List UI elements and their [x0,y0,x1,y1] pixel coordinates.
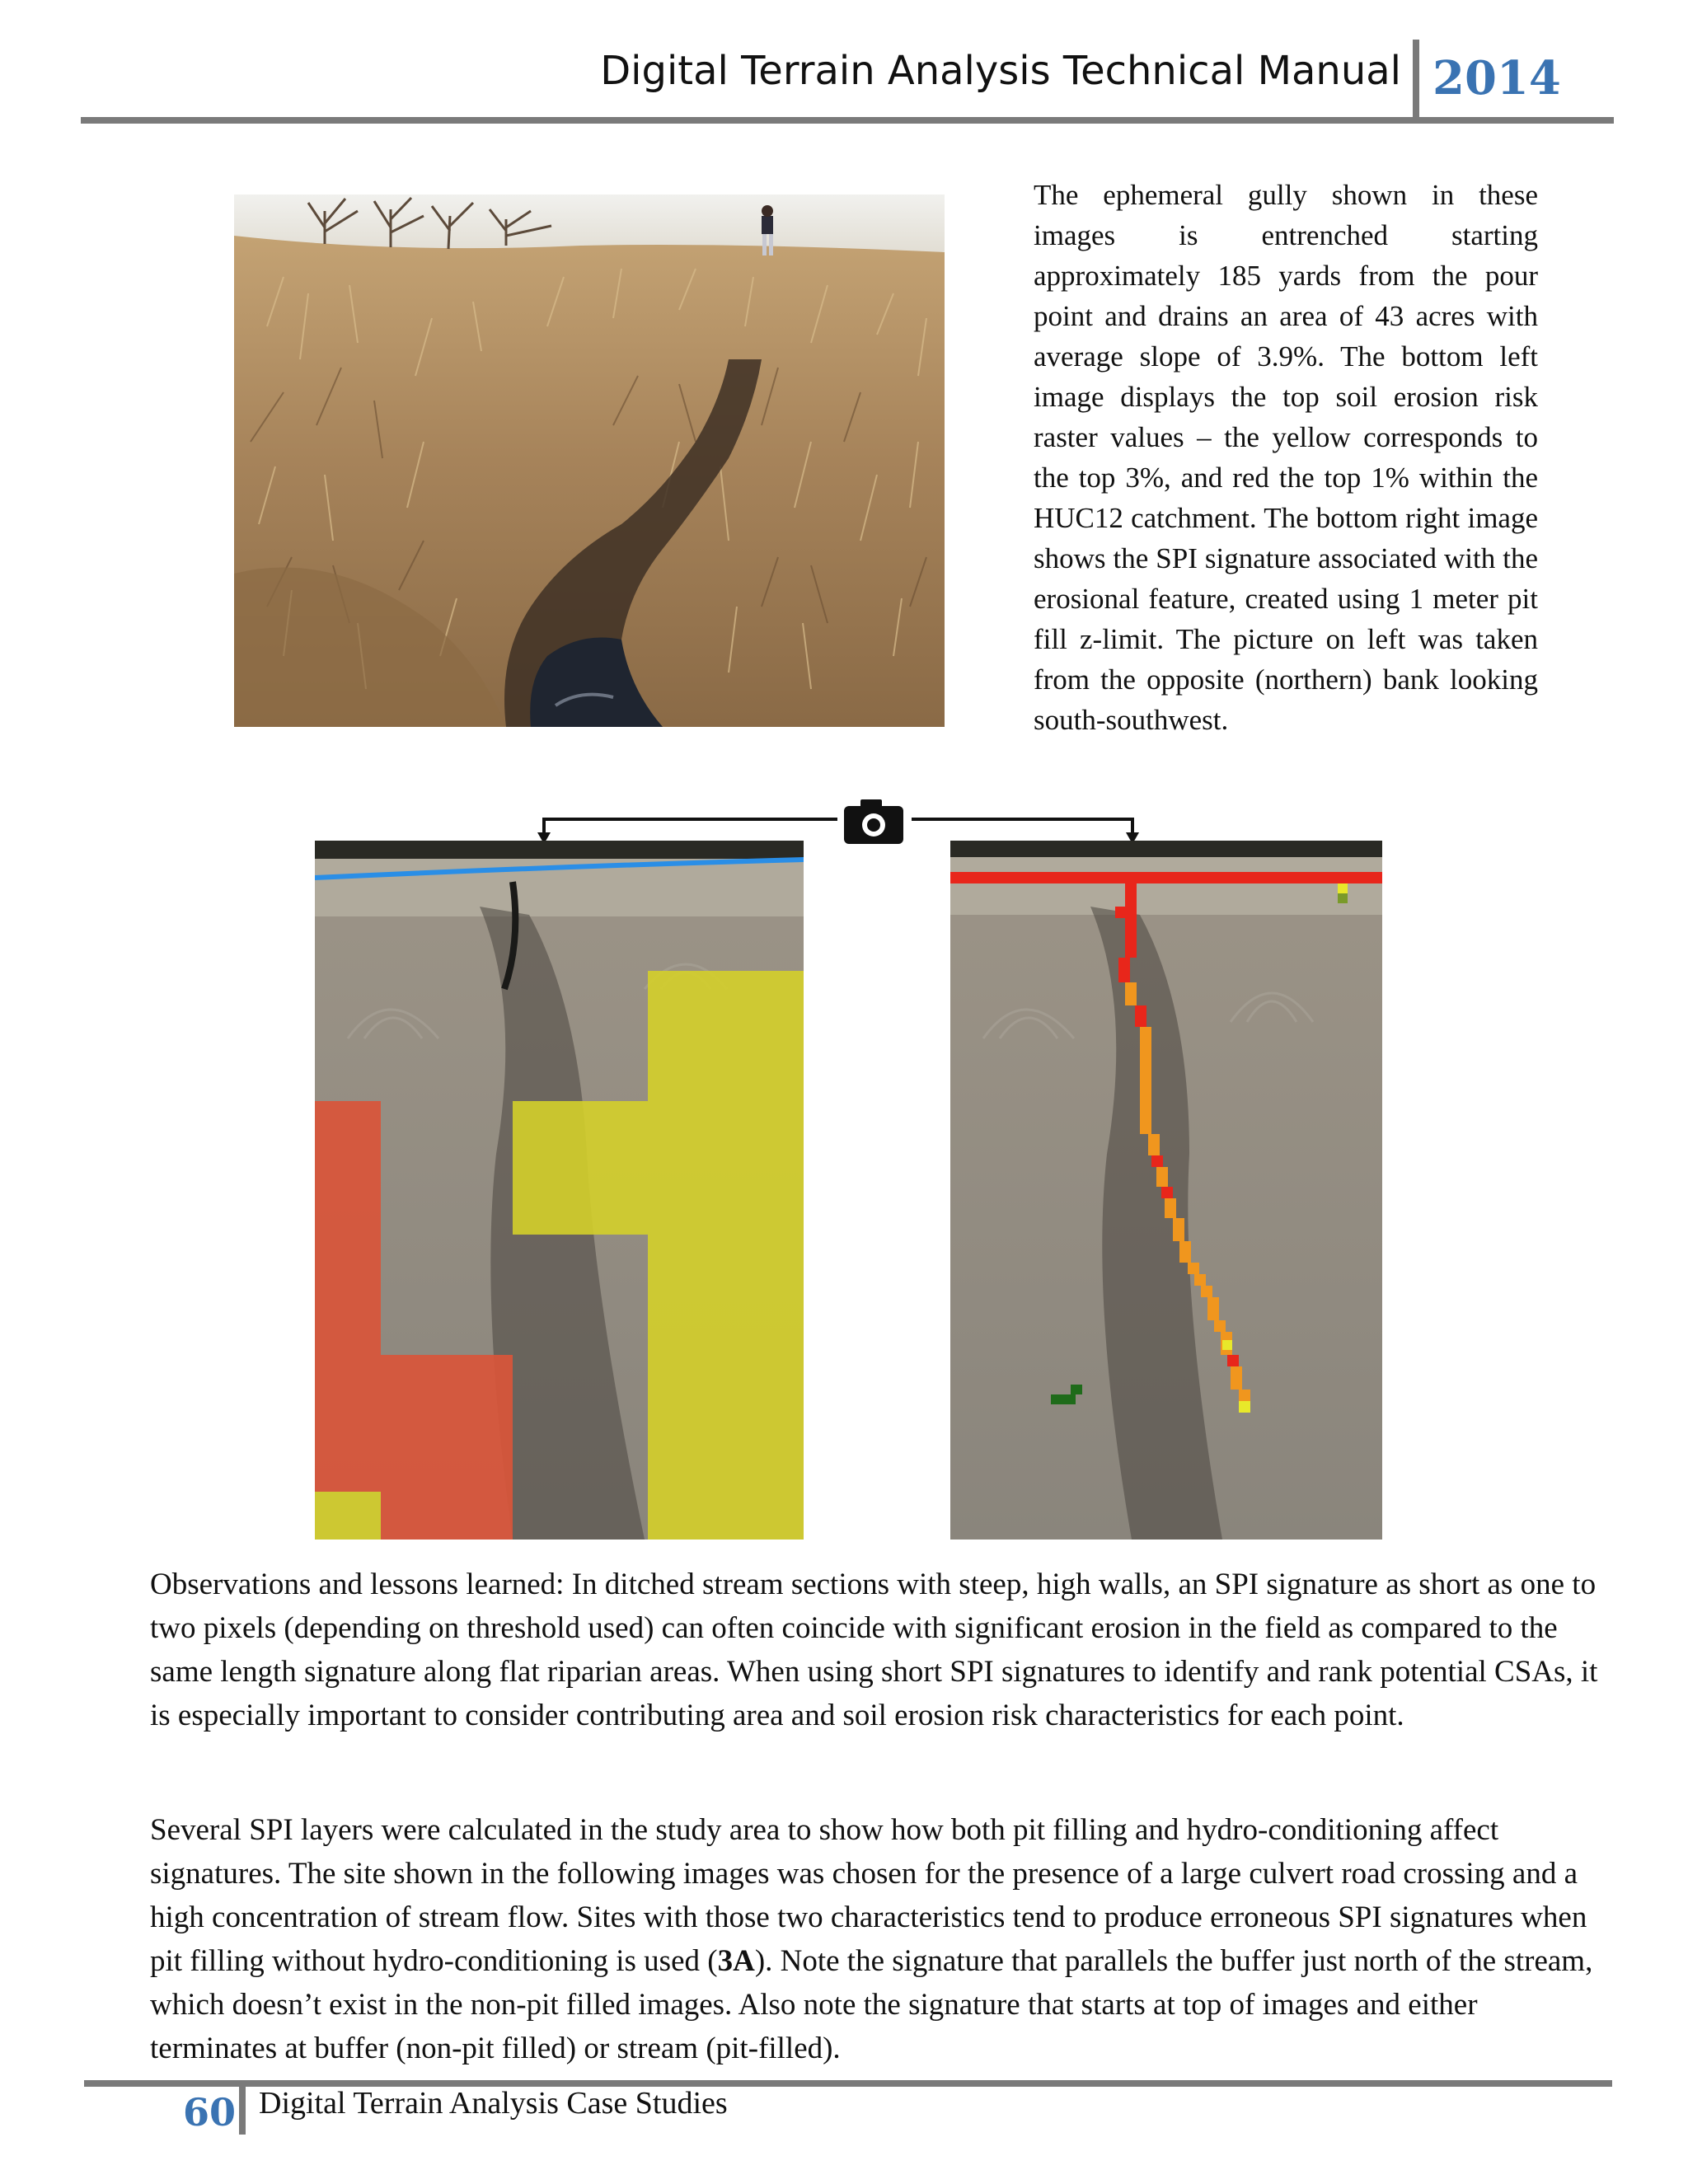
header-year: 2014 [1432,51,1561,105]
paragraph-text-start: Several SPI layers were calculated in the study area to show how both pit filling and hydro-conditioning affect signatures. The site shown in the following images was chosen for the presence of a large culvert road crossing and a high concentration of stream flow. Sites with those two characteristics tend to produce erroneous SPI signatures when pit filling without hydro-conditioning is used ( [150,1813,1587,1978]
header-rule [81,117,1614,124]
footer-section-title: Digital Terrain Analysis Case Studies [259,2086,728,2121]
gully-photo [234,194,945,727]
photo-description: The ephemeral gully shown in these images is entrenched starting approximately 185 yards from the pour point and drains an area of 43 acres with average slope of 3.9%. The bottom left image displays the top soil erosion risk raster values – the yellow corresponds to the top 3%, and red the top 1% within the HUC12 catchment. The bottom right image shows the SPI signature associated with the erosional feature, created using 1 meter pit fill z-limit. The picture on left was taken from the opposite (northern) bank looking south-southwest. [1034,179,1538,736]
observations-paragraph: Observations and lessons learned: In ditched stream sections with steep, high walls, an SPI signature as short as one to two pixels (depending on threshold used) can often coincide with significant erosion in the field as compared to the same length signature along flat riparian areas. When using short SPI signatures to identify and rank potential CSAs, it is especially important to consider contributing area and soil erosion risk characteristics for each point. [150,1568,1598,1732]
page-number: 60 [183,2090,237,2135]
footer-divider [239,2083,246,2135]
header-divider [1413,40,1419,119]
spi-layers-paragraph [150,1808,1601,2070]
figure-ref-3a: 3A [717,1944,755,1978]
erosion-risk-raster [315,841,804,1540]
header-title: Digital Terrain Analysis Technical Manual [600,48,1401,94]
paragraph-text-end: ). Note the signature that parallels the buffer just north of the stream, which doesn’t exist in the non-pit filled images. Also note the signature that starts at top of images and either terminates at buffer (non-pit filled) or stream (pit-filled). [150,1944,1593,2065]
spi-signature-raster [950,841,1382,1540]
camera-icon [844,799,903,844]
